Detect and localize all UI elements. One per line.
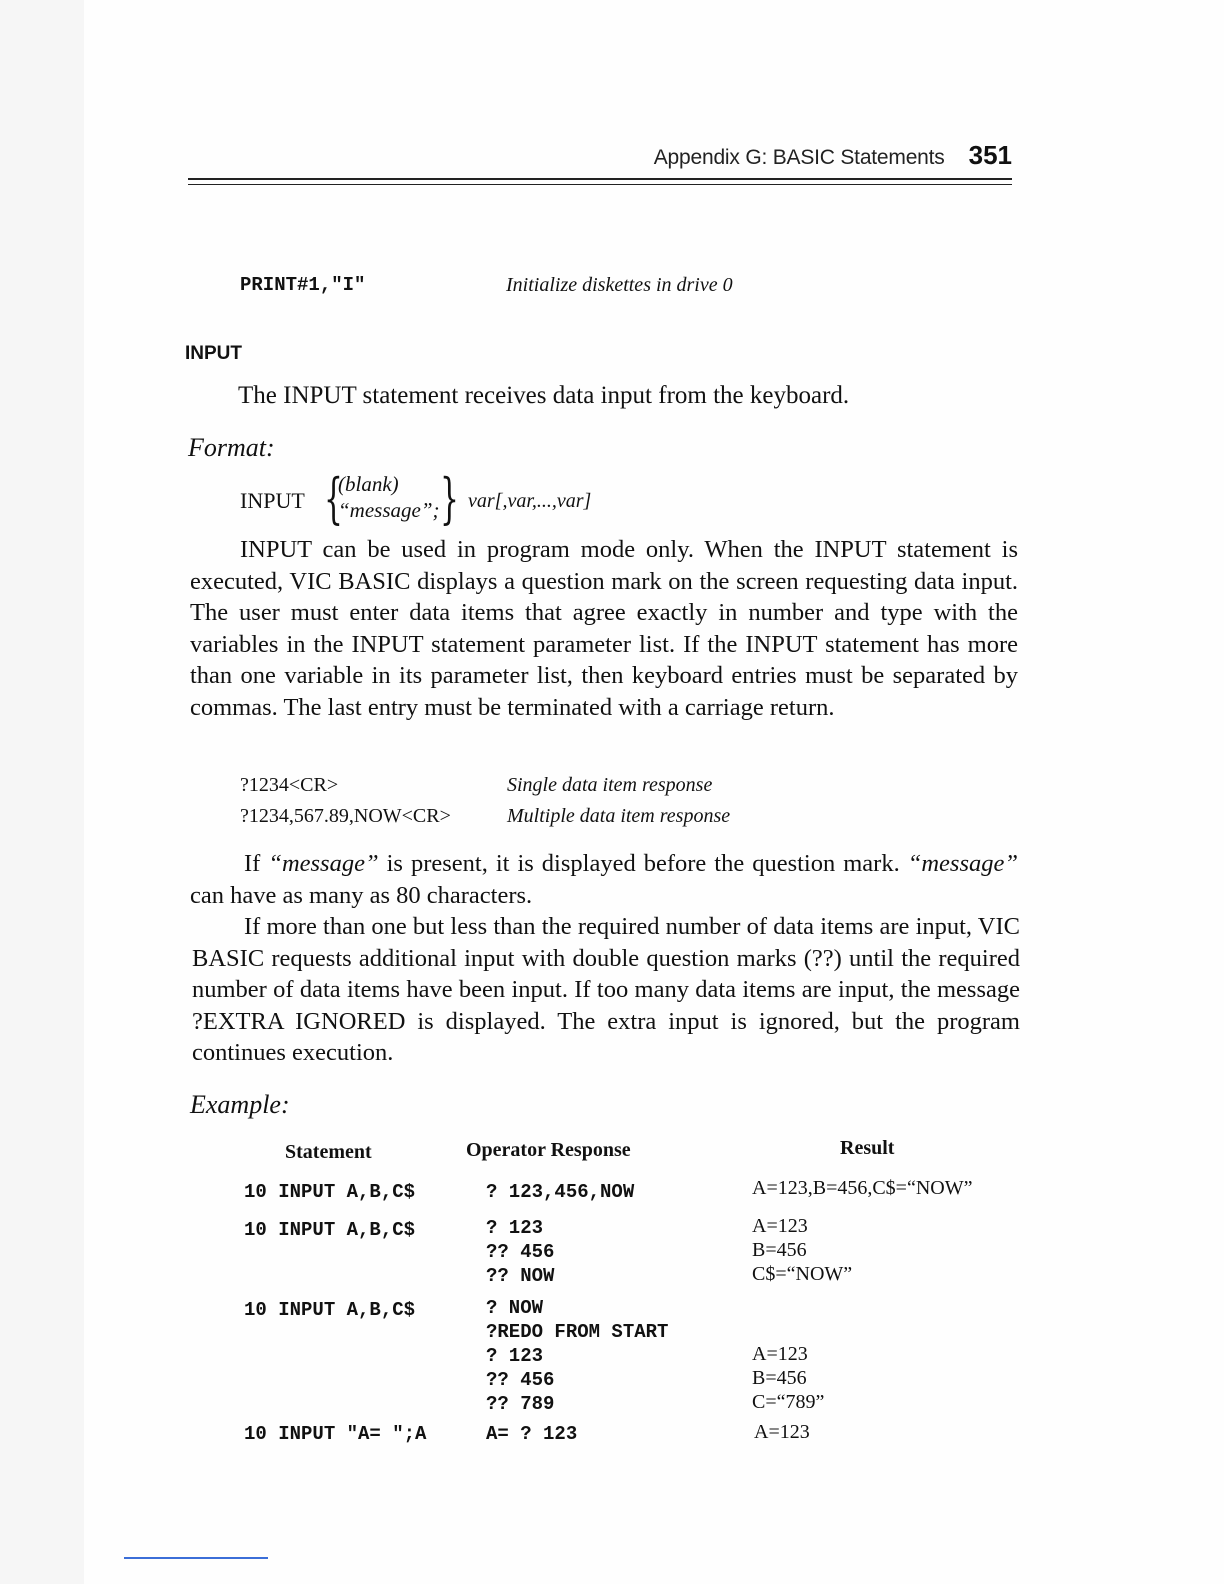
- column-header-response: Operator Response: [466, 1139, 631, 1161]
- running-title: Appendix G: BASIC Statements: [653, 146, 945, 169]
- header-rule-thin: [188, 184, 1012, 185]
- running-header: [560, 140, 1012, 171]
- table-row-result: [754, 1420, 810, 1444]
- response-desc-2: Multiple data item response: [507, 805, 731, 827]
- example-label: Example:: [190, 1090, 290, 1119]
- table-row-statement: 10 INPUT A,B,C$: [244, 1181, 416, 1203]
- table-row-result: [752, 1176, 972, 1200]
- format-keyword: INPUT: [240, 488, 305, 513]
- table-row-statement: 10 INPUT "A= ";A: [244, 1423, 427, 1445]
- response-line: ?? 456: [486, 1369, 555, 1391]
- response-input-2: ?1234,567.89,NOW<CR>: [240, 805, 451, 827]
- response-input-1: ?1234<CR>: [240, 774, 339, 796]
- response-line: ?? NOW: [486, 1265, 555, 1287]
- result-line: [752, 1318, 824, 1342]
- right-brace: }: [440, 467, 459, 530]
- table-row-response: [486, 1180, 634, 1204]
- column-header-statement: Statement: [285, 1141, 372, 1163]
- format-vars: var[,var,...,var]: [468, 490, 592, 512]
- response-line: ? 123,456,NOW: [486, 1181, 635, 1203]
- para2-message-2: “message”: [907, 850, 1018, 877]
- format-option-message: “message”;: [338, 498, 440, 522]
- section-heading: INPUT: [185, 343, 242, 364]
- response-line: ? NOW: [486, 1297, 544, 1319]
- table-row-statement: 10 INPUT A,B,C$: [244, 1219, 416, 1241]
- paragraph-extra-input: [192, 911, 1020, 1069]
- table-row-response: [486, 1422, 577, 1446]
- table-row-statement: 10 INPUT A,B,C$: [244, 1299, 416, 1321]
- response-line: ?? 789: [486, 1393, 555, 1415]
- response-line: ? 123: [486, 1345, 544, 1367]
- para2-tail: can have as many as 80 characters.: [190, 881, 533, 909]
- para2-lead: If: [244, 850, 269, 877]
- table-row-response: [486, 1216, 554, 1288]
- left-brace: {: [324, 467, 343, 530]
- paragraph-message: [190, 848, 1018, 911]
- top-example-code: PRINT#1,"I": [240, 274, 366, 296]
- para2-mid: is present, it is displayed before the question mark.: [378, 850, 908, 877]
- intro-sentence: The INPUT statement receives data input from the keyboard.: [238, 382, 850, 409]
- format-option-blank: (blank): [338, 472, 399, 496]
- page-number: 351: [968, 140, 1012, 170]
- response-line: A= ? 123: [486, 1423, 578, 1445]
- response-desc-1: Single data item response: [507, 774, 713, 796]
- top-example-comment: Initialize diskettes in drive 0: [506, 274, 733, 296]
- result-line: [752, 1294, 824, 1318]
- result-line: B=456: [752, 1239, 807, 1261]
- result-line: A=123: [752, 1215, 808, 1237]
- result-line: A=123: [752, 1343, 808, 1365]
- paragraph-text: INPUT can be used in program mode only. When the INPUT statement is executed, VIC BASIC displays a question mark on the screen requesting data input. The user must enter data items that agree exactly in number and type with the variables in the INPUT statement parameter list. If the INPUT statement has more than one variable in its parameter list, then keyboard entries must be separated by commas. The last entry must be terminated with a carriage return.: [190, 536, 1018, 721]
- result-line: C$=“NOW”: [752, 1263, 853, 1285]
- result-line: B=456: [752, 1367, 807, 1389]
- format-syntax: [240, 467, 760, 530]
- response-line: ?REDO FROM START: [486, 1321, 669, 1343]
- format-label: Format:: [188, 433, 275, 462]
- table-row-result: [752, 1294, 824, 1414]
- paragraph-input-usage: [190, 534, 1018, 723]
- response-line: ?? 456: [486, 1241, 555, 1263]
- header-rule: [188, 178, 1012, 180]
- page-margin-shade: [0, 0, 84, 1584]
- paragraph-text: If more than one but less than the required number of data items are input, VIC BASIC requests additional input with double question marks (??) until the required number of data items have been input. If too many data items are input, the message ?EXTRA IGNORED is displayed. The extra input is ignored, but the program continues execution.: [192, 913, 1020, 1066]
- footer-link-underline: [124, 1557, 268, 1559]
- table-row-response: [486, 1296, 668, 1416]
- result-line: A=123: [754, 1421, 810, 1443]
- table-row-result: [752, 1214, 852, 1286]
- column-header-result: Result: [840, 1137, 895, 1159]
- para2-message: “message”: [268, 850, 379, 877]
- result-line: A=123,B=456,C$=“NOW”: [752, 1177, 973, 1199]
- response-line: ? 123: [486, 1217, 544, 1239]
- result-line: C=“789”: [752, 1391, 825, 1413]
